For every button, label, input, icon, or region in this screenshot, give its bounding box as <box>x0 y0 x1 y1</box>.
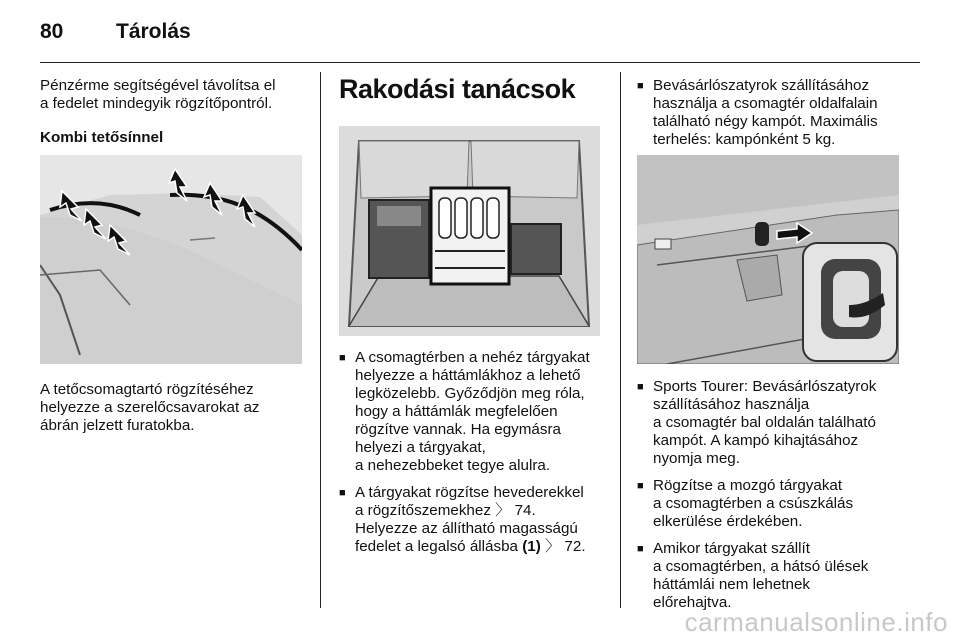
figure-luggage-compartment <box>339 126 600 336</box>
column-2 <box>339 73 609 105</box>
column-3-top <box>637 77 909 158</box>
caption-line: A tetőcsomagtartó rögzítéséhez <box>40 381 254 398</box>
column-1 <box>40 77 310 147</box>
position-marker: (1) <box>522 538 541 555</box>
intro-line: Pénzérme segítségével távolítsa el <box>40 77 276 94</box>
list-item: ■ Amikor tárgyakat szállít a csomagtérben, a hátsó ülések háttámlái nem lehetnek előrehajtva. <box>637 540 909 612</box>
list-item: ■ A tárgyakat rögzítse hevederekkel a rögzítőszemekhez 〉 74. Helyezze az állítható magasságú fedelet a legalsó állásba (1) 〉 72. <box>339 484 611 556</box>
heading-loading-tips: Rakodási tanácsok <box>339 74 576 104</box>
subheading-roof-rail: Kombi tetősínnel <box>40 129 164 146</box>
watermark: carmanualsonline.info <box>684 607 948 637</box>
page-header <box>40 14 920 50</box>
column-3-bottom <box>637 378 909 621</box>
page-number: 80 <box>40 20 64 43</box>
page-ref-link[interactable]: 74. <box>514 502 536 519</box>
list-item: ■ A csomagtérben a nehéz tárgyakat helyezze a háttámlákhoz a lehető legközelebb. Győződjön meg róla, hogy a háttámlák megfelelően rögzítve vannak. Ha egymásra helyezi a tárgyakat, a nehezebbeket tegye alulra. <box>339 349 611 475</box>
column-divider-2 <box>620 72 621 608</box>
intro-text <box>40 77 310 113</box>
loading-tips-list <box>339 349 611 565</box>
column-divider-1 <box>320 72 321 608</box>
list-item: ■ Sports Tourer: Bevásárlószatyrok szállításához használja a csomagtér bal oldalán található kampót. A kampó kihajtásához nyomja meg. <box>637 378 909 468</box>
figure-caption <box>40 381 310 435</box>
header-rule <box>40 62 920 63</box>
page-ref-icon: 〉 <box>495 502 511 519</box>
page-ref-link[interactable]: 72. <box>564 538 586 555</box>
section-title: Tárolás <box>116 20 191 43</box>
caption-line: helyezze a szerelőcsavarokat az <box>40 399 260 416</box>
page-ref-icon: 〉 <box>545 538 561 555</box>
list-item: ■ Bevásárlószatyrok szállításához használja a csomagtér oldalfalain található négy kampót. Maximális terhelés: kampónként 5 kg. <box>637 77 909 149</box>
intro-line: a fedelet mindegyik rögzítőpontról. <box>40 95 273 112</box>
list-item: ■ Rögzítse a mozgó tárgyakat a csomagtérben a csúszkálás elkerülése érdekében. <box>637 477 909 531</box>
caption-line: ábrán jelzett furatokba. <box>40 417 195 434</box>
figure-bag-hook <box>637 155 899 364</box>
figure-roof-rail <box>40 155 302 364</box>
